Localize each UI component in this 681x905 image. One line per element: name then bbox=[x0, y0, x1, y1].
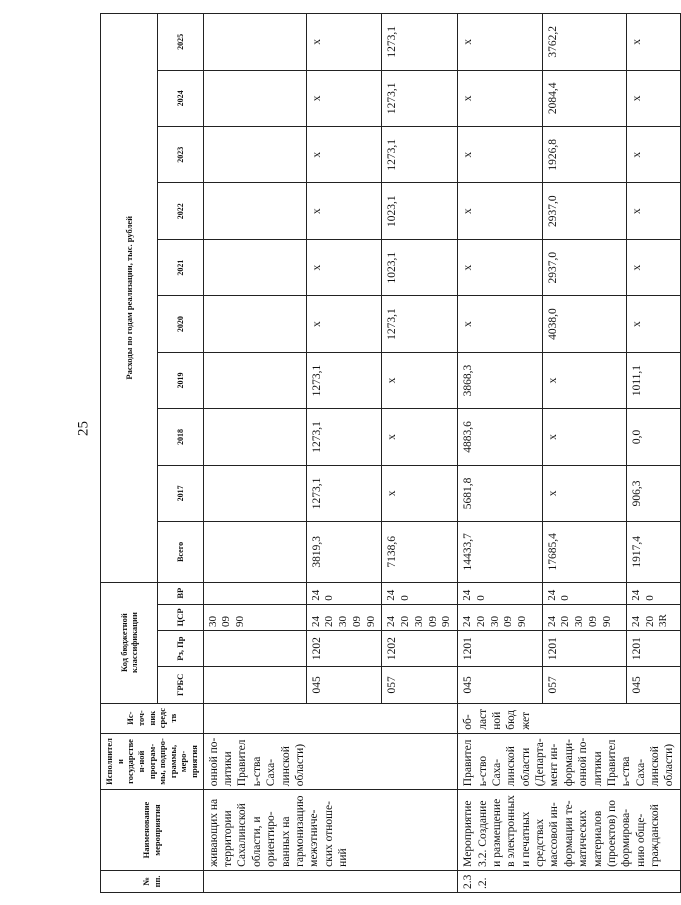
header-expenses: Расходы по годам реализации, тыс. рублей bbox=[101, 14, 158, 583]
cell-value: 3868,3 bbox=[458, 352, 542, 408]
header-row-1 bbox=[101, 14, 158, 893]
cell-total: 17685,4 bbox=[542, 522, 626, 582]
header-csr: ЦСР bbox=[158, 604, 203, 630]
cell-vr bbox=[203, 582, 306, 604]
cell-value: x bbox=[458, 296, 542, 352]
cell-value: 3762,2 bbox=[542, 14, 626, 71]
cell-csr: 24 20 30 09 90 bbox=[542, 604, 626, 630]
header-year: 2025 bbox=[158, 14, 203, 71]
cell-value: 0,0 bbox=[626, 409, 680, 465]
cell-value: 1273,1 bbox=[306, 409, 382, 465]
cell-value: x bbox=[458, 127, 542, 183]
cell-value: x bbox=[626, 183, 680, 239]
header-vr: ВР bbox=[158, 582, 203, 604]
cell-total: 14433,7 bbox=[458, 522, 542, 582]
cell-value bbox=[203, 296, 306, 352]
cell-value: x bbox=[626, 14, 680, 71]
cell-value: x bbox=[626, 296, 680, 352]
cell-value: 2937,0 bbox=[542, 239, 626, 295]
cell-value bbox=[203, 465, 306, 521]
header-grbs: ГРБС bbox=[158, 667, 203, 703]
cell-vr: 24 0 bbox=[626, 582, 680, 604]
cell-value: 1926,8 bbox=[542, 127, 626, 183]
row-source bbox=[203, 703, 458, 733]
cell-total: 7138,6 bbox=[382, 522, 458, 582]
row-executor: Правитель-ство Саха-линской области (Департа-мент ин-формаци-онной по-литики Правитель-ства Саха-линской области) bbox=[458, 733, 681, 789]
header-year: 2023 bbox=[158, 127, 203, 183]
cell-value bbox=[203, 127, 306, 183]
cell-vr: 24 0 bbox=[458, 582, 542, 604]
cell-value: x bbox=[382, 352, 458, 408]
cell-csr: 24 20 30 09 90 bbox=[458, 604, 542, 630]
cell-value: 1023,1 bbox=[382, 183, 458, 239]
cell-csr: 24 20 3R bbox=[626, 604, 680, 630]
cell-value bbox=[203, 352, 306, 408]
cell-rzpr: 1202 bbox=[382, 630, 458, 666]
header-total: Всего bbox=[158, 522, 203, 582]
header-budget-code: Код бюджетной классификации bbox=[101, 582, 158, 703]
cell-value: 1273,1 bbox=[382, 296, 458, 352]
cell-csr: 30 09 90 bbox=[203, 604, 306, 630]
cell-rzpr: 1202 bbox=[306, 630, 382, 666]
cell-value: 1011,1 bbox=[626, 352, 680, 408]
cell-value: 1273,1 bbox=[306, 352, 382, 408]
cell-grbs: 057 bbox=[542, 667, 626, 703]
cell-csr: 24 20 30 09 90 bbox=[306, 604, 382, 630]
cell-rzpr bbox=[203, 630, 306, 666]
cell-value: 1273,1 bbox=[382, 14, 458, 71]
cell-value: x bbox=[458, 14, 542, 71]
header-year: 2020 bbox=[158, 296, 203, 352]
cell-value: 2084,4 bbox=[542, 70, 626, 126]
cell-value: 1273,1 bbox=[382, 127, 458, 183]
cell-value bbox=[203, 409, 306, 465]
header-year: 2019 bbox=[158, 352, 203, 408]
cell-value: x bbox=[458, 70, 542, 126]
header-year: 2022 bbox=[158, 183, 203, 239]
cell-vr: 24 0 bbox=[306, 582, 382, 604]
cell-rzpr: 1201 bbox=[626, 630, 680, 666]
cell-value: x bbox=[458, 183, 542, 239]
cell-value: 1023,1 bbox=[382, 239, 458, 295]
header-year: 2017 bbox=[158, 465, 203, 521]
cell-value: x bbox=[626, 70, 680, 126]
cell-value: x bbox=[542, 352, 626, 408]
cell-value: x bbox=[306, 296, 382, 352]
row-num bbox=[203, 870, 458, 892]
cell-value: 1273,1 bbox=[306, 465, 382, 521]
cell-total: 1917,4 bbox=[626, 522, 680, 582]
cell-value bbox=[203, 239, 306, 295]
cell-value: 5681,8 bbox=[458, 465, 542, 521]
page-number: 25 bbox=[75, 421, 92, 436]
cell-value: x bbox=[306, 239, 382, 295]
cell-grbs: 057 bbox=[382, 667, 458, 703]
cell-value: x bbox=[306, 127, 382, 183]
cell-value: x bbox=[306, 183, 382, 239]
cell-value: x bbox=[458, 239, 542, 295]
table-row bbox=[203, 14, 306, 893]
cell-value: 1273,1 bbox=[382, 70, 458, 126]
cell-value bbox=[203, 70, 306, 126]
cell-value: x bbox=[306, 14, 382, 71]
header-year: 2024 bbox=[158, 70, 203, 126]
header-executor: Исполнители государствен-ной програм-мы, подпро-граммы, меро-приятия bbox=[101, 733, 204, 789]
header-name: Наименование мероприятия bbox=[101, 790, 204, 871]
cell-grbs: 045 bbox=[306, 667, 382, 703]
row-name: живающих на территории Сахалинской области, и ориентиро-ванных на гармонизацию межэтниче-ских отноше-ний bbox=[203, 790, 458, 871]
cell-value: x bbox=[542, 465, 626, 521]
row-num: 2.3.2. bbox=[458, 870, 681, 892]
cell-rzpr: 1201 bbox=[542, 630, 626, 666]
cell-total bbox=[203, 522, 306, 582]
cell-value: 4883,6 bbox=[458, 409, 542, 465]
cell-vr: 24 0 bbox=[382, 582, 458, 604]
cell-total: 3819,3 bbox=[306, 522, 382, 582]
cell-grbs: 045 bbox=[458, 667, 542, 703]
cell-value: 2937,0 bbox=[542, 183, 626, 239]
cell-value: x bbox=[542, 409, 626, 465]
row-executor: онной по-литики Правитель-ства Саха-линской области) bbox=[203, 733, 458, 789]
cell-value: 906,3 bbox=[626, 465, 680, 521]
cell-vr: 24 0 bbox=[542, 582, 626, 604]
cell-value bbox=[203, 14, 306, 71]
table-row bbox=[458, 14, 542, 893]
cell-csr: 24 20 30 09 90 bbox=[382, 604, 458, 630]
header-num: № пп. bbox=[101, 870, 204, 892]
cell-value: x bbox=[626, 127, 680, 183]
header-year: 2021 bbox=[158, 239, 203, 295]
cell-rzpr: 1201 bbox=[458, 630, 542, 666]
row-name: Мероприятие 3.2. Создание и размещение в электронных и печатных средствах массовой ин-формации те-матических материалов (проектов) по формирова-нию обще-гражданской bbox=[458, 790, 681, 871]
rotated-table-wrapper bbox=[100, 13, 676, 893]
cell-value: x bbox=[626, 239, 680, 295]
cell-value: x bbox=[382, 409, 458, 465]
cell-grbs: 045 bbox=[626, 667, 680, 703]
cell-value bbox=[203, 183, 306, 239]
cell-value: 4038,0 bbox=[542, 296, 626, 352]
cell-grbs bbox=[203, 667, 306, 703]
header-source: Ис-точ-ник средс тв bbox=[101, 703, 204, 733]
header-year: 2018 bbox=[158, 409, 203, 465]
budget-table bbox=[100, 13, 681, 893]
header-rzpr: Рз, Пр bbox=[158, 630, 203, 666]
cell-value: x bbox=[306, 70, 382, 126]
cell-value: x bbox=[382, 465, 458, 521]
row-source: об-ласт ной бюд жет bbox=[458, 703, 681, 733]
